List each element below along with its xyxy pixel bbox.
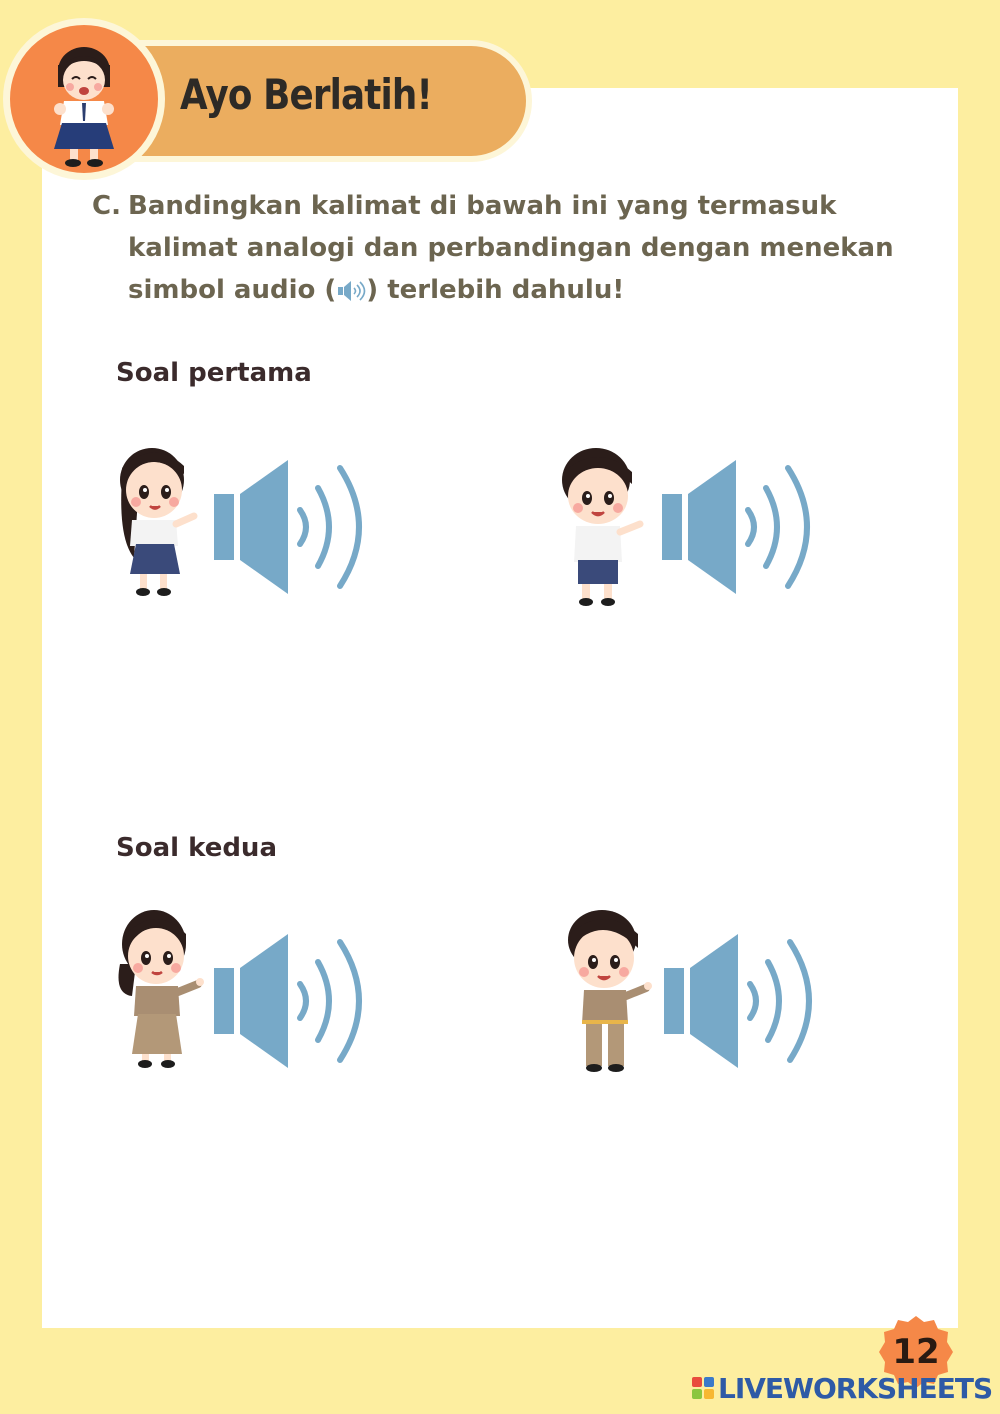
liveworksheets-logo-icon <box>692 1377 714 1399</box>
speaker-icon[interactable] <box>210 458 370 596</box>
man-teacher-illustration <box>558 904 658 1076</box>
section-title-soal-pertama: Soal pertama <box>116 358 312 388</box>
speaker-icon[interactable] <box>210 932 370 1070</box>
page-number: 12 <box>892 1332 940 1372</box>
girl-student-illustration <box>108 438 204 600</box>
instruction-line-1: Bandingkan kalimat di bawah ini yang termasuk <box>128 191 837 221</box>
speaker-icon[interactable] <box>660 932 820 1070</box>
woman-teacher-illustration <box>108 904 208 1070</box>
student-girl-avatar <box>3 18 165 180</box>
instruction-line-3-end: ) terlebih dahulu! <box>366 275 625 305</box>
liveworksheets-logo <box>692 1373 992 1403</box>
liveworksheets-brand: LIVEWORKSHEETS <box>718 1371 993 1405</box>
boy-student-illustration <box>552 440 648 612</box>
instruction-line-3-start: simbol audio ( <box>128 275 337 305</box>
speaker-icon[interactable] <box>658 458 818 596</box>
instruction-label: C. <box>92 191 121 221</box>
speaker-icon <box>336 278 366 304</box>
section-title-soal-kedua: Soal kedua <box>116 833 277 863</box>
page-title: Ayo Berlatih! <box>180 70 432 119</box>
instruction-text <box>92 185 912 311</box>
instruction-line-2: kalimat analogi dan perbandingan dengan menekan <box>128 233 894 263</box>
